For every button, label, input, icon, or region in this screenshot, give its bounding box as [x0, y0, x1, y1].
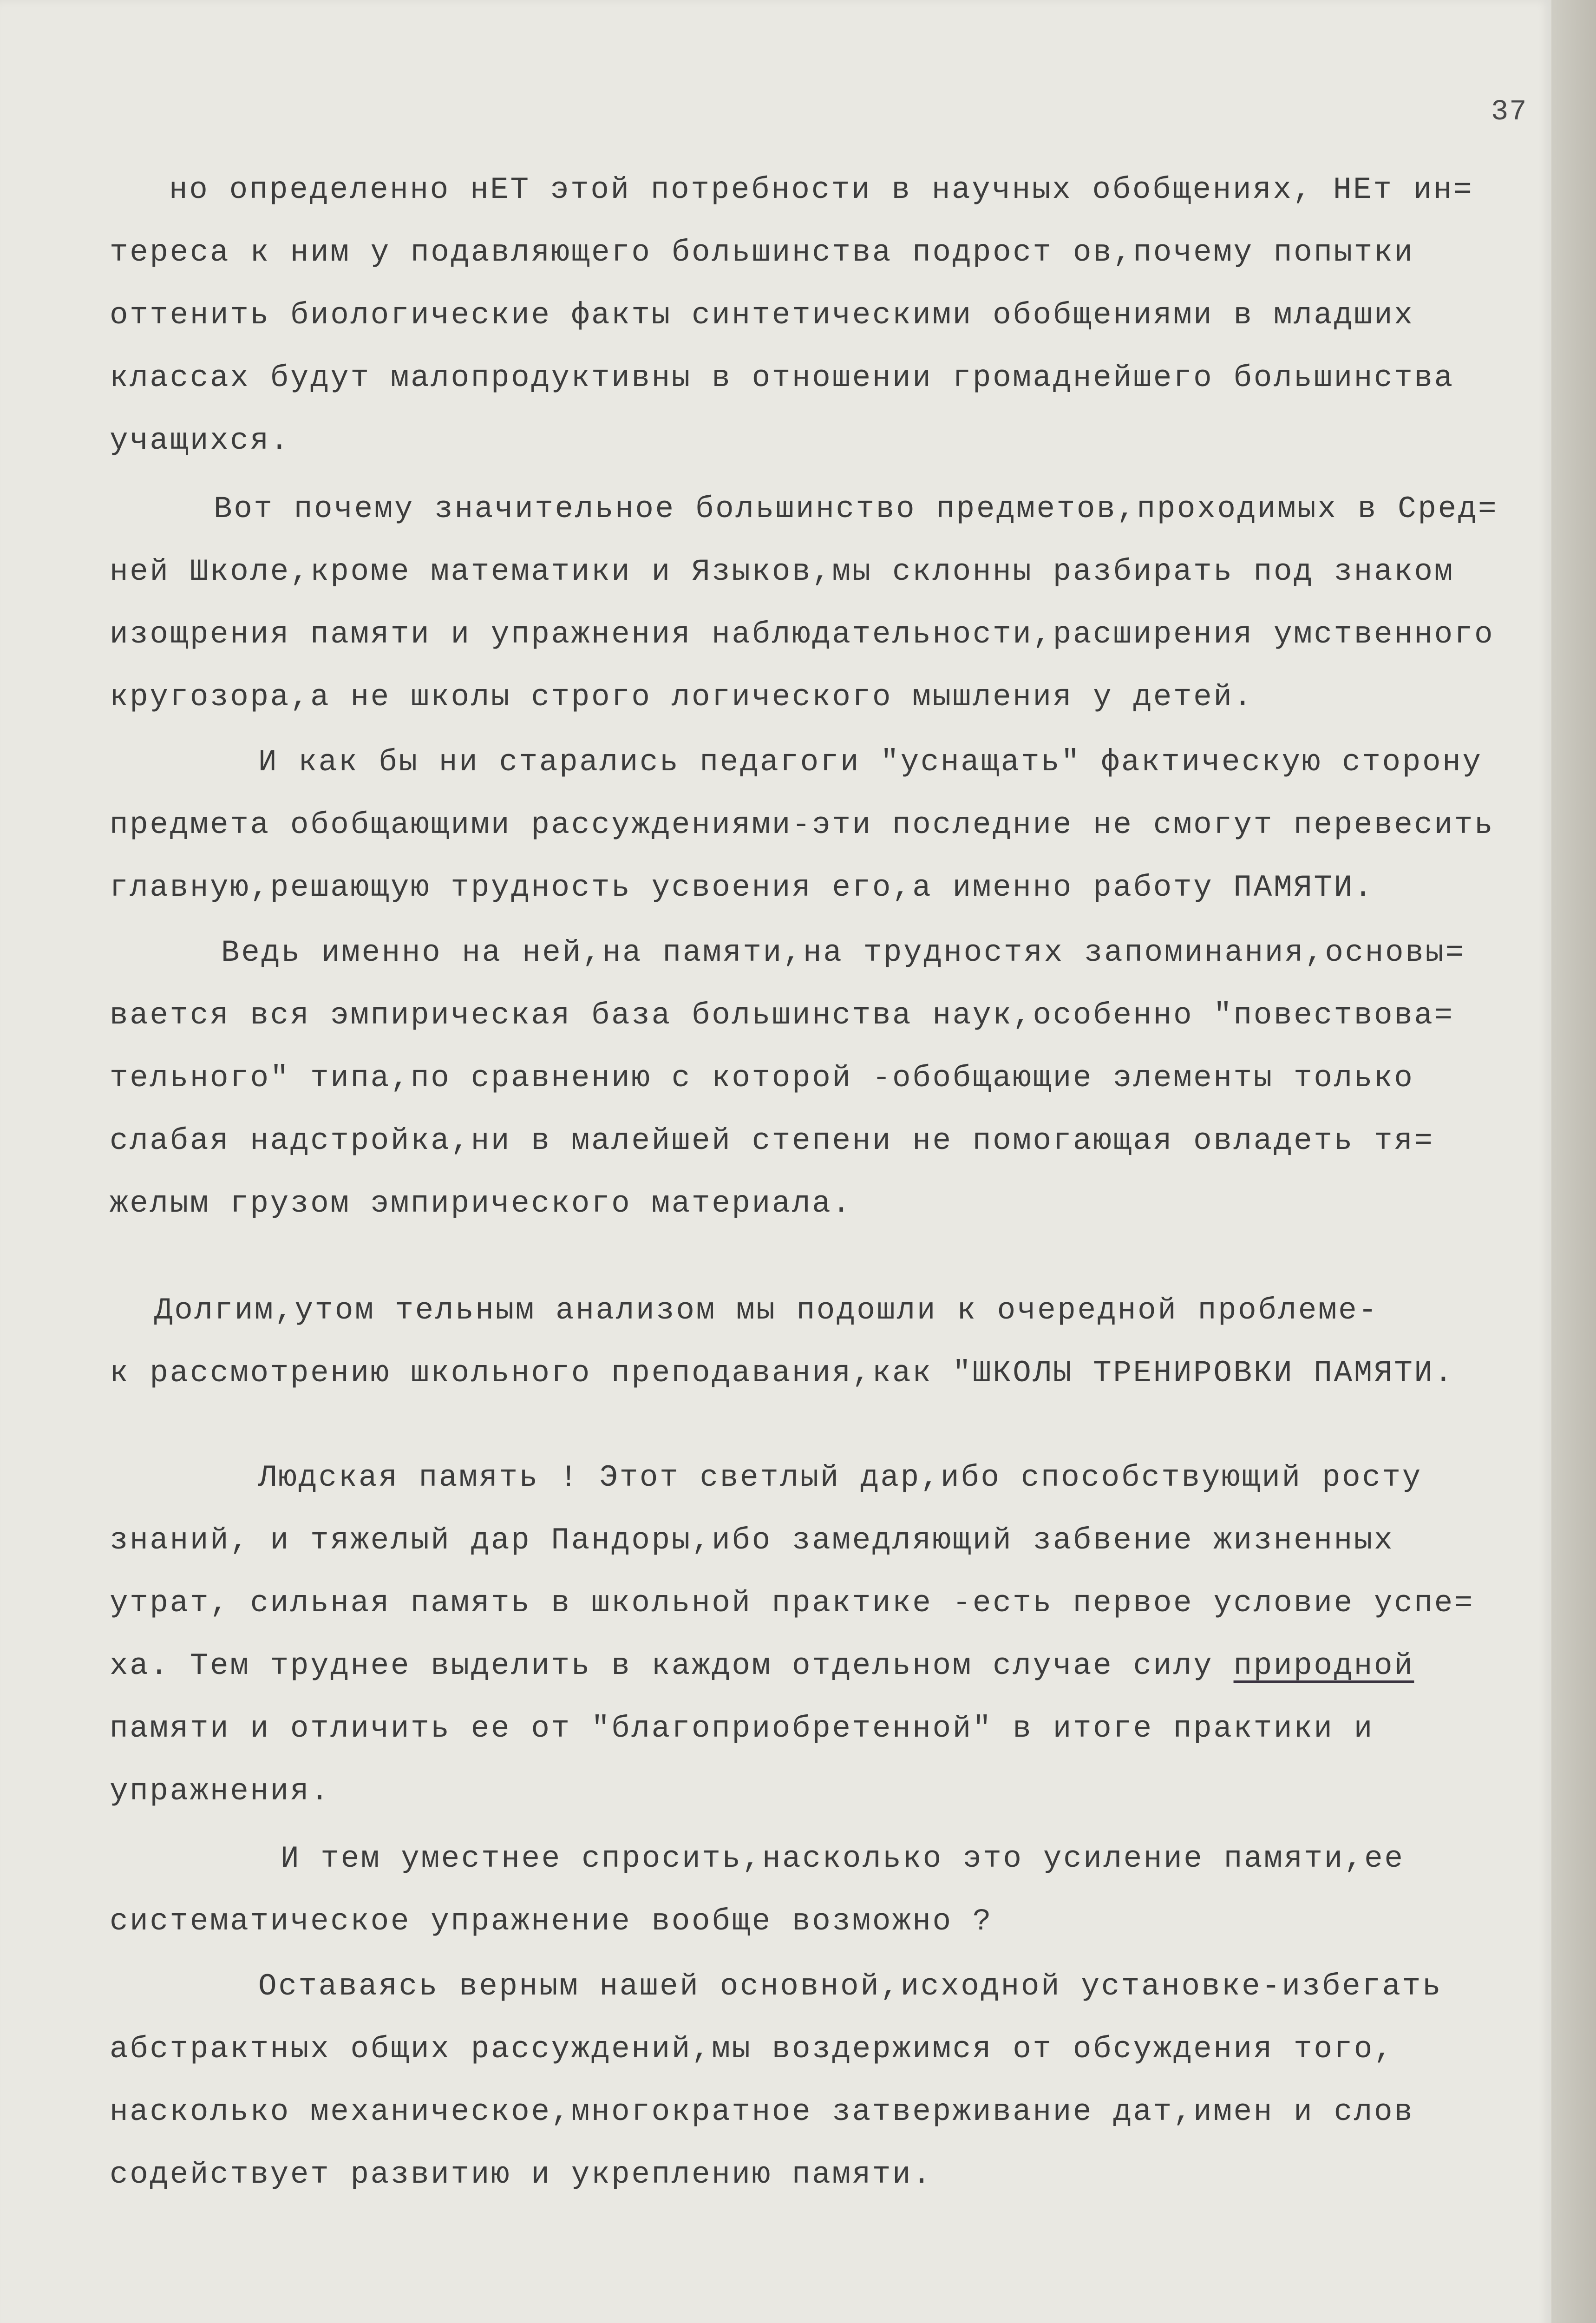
text-line: предмета обобщающими рассуждениями-эти последние не смогут перевесить: [110, 807, 1495, 842]
text-line: главную,решающую трудность усвоения его,а именно работу ПАМЯТИ.: [110, 870, 1374, 905]
text-line: Оставаясь верным нашей основной,исходной установке-избегать: [258, 1969, 1443, 2004]
text-line: Долгим,утом тельным анализом мы подошли к очередной проблеме-: [154, 1293, 1379, 1328]
text-line: но определенно нЕТ этой потребности в научных обобщениях, НЕт ин=: [169, 172, 1474, 207]
text-line: систематическое упражнение вообще возможно ?: [110, 1904, 993, 1939]
text-line: содействует развитию и укреплению памяти.: [110, 2157, 933, 2192]
text-line: ней Школе,кроме математики и Языков,мы склонны разбирать под знаком: [110, 554, 1454, 589]
text-line: [110, 1648, 1414, 1683]
text-line: утрат, сильная память в школьной практике -есть первое условие успе=: [110, 1586, 1475, 1621]
text-line: абстрактных общих рассуждений,мы воздержимся от обсуждения того,: [110, 2032, 1394, 2067]
text-line: упражнения.: [110, 1774, 331, 1809]
text-line: кругозора,а не школы строго логического мышления у детей.: [110, 680, 1254, 715]
page-edge: [1551, 0, 1596, 2323]
text-line: тереса к ним у подавляющего большинства подрост ов,почему попытки: [110, 235, 1414, 270]
text-line: оттенить биологические факты синтетическими обобщениями в младших: [110, 298, 1414, 333]
text-line: знаний, и тяжелый дар Пандоры,ибо замедляющий забвение жизненных: [110, 1523, 1394, 1558]
text-line: И тем уместнее спросить,насколько это усиление памяти,ее: [281, 1841, 1405, 1876]
text-segment: ха. Тем труднее выделить в каждом отдельном случае силу: [110, 1648, 1234, 1683]
text-line: к рассмотрению школьного преподавания,как "ШКОЛЫ ТРЕНИРОВКИ ПАМЯТИ.: [110, 1356, 1454, 1391]
text-line: вается вся эмпирическая база большинства наук,особенно "повествова=: [110, 998, 1454, 1033]
text-line: Вот почему значительное большинство предметов,проходимых в Сред=: [214, 492, 1498, 526]
text-line: классах будут малопродуктивны в отношении громаднейшего большинства: [110, 361, 1454, 395]
text-line: изощрения памяти и упражнения наблюдательности,расширения умственного: [110, 617, 1495, 652]
underlined-word: природной: [1233, 1648, 1414, 1683]
text-line: Людская память ! Этот светлый дар,ибо способствующий росту: [258, 1460, 1422, 1495]
text-line: желым грузом эмпирического материала.: [110, 1186, 852, 1221]
text-line: тельного" типа,по сравнению с которой -обобщающие элементы только: [110, 1061, 1414, 1096]
page-number: 37: [1491, 95, 1528, 128]
text-line: учащихся.: [110, 423, 290, 458]
text-line: слабая надстройка,ни в малейшей степени не помогающая овладеть тя=: [110, 1123, 1434, 1158]
text-line: И как бы ни старались педагоги "уснащать" фактическую сторону: [258, 745, 1483, 780]
text-line: Ведь именно на ней,на памяти,на трудностях запоминания,основы=: [221, 935, 1465, 970]
text-line: насколько механическое,многократное затверживание дат,имен и слов: [110, 2094, 1414, 2129]
text-line: памяти и отличить ее от "благоприобретенной" в итоге практики и: [110, 1711, 1374, 1746]
